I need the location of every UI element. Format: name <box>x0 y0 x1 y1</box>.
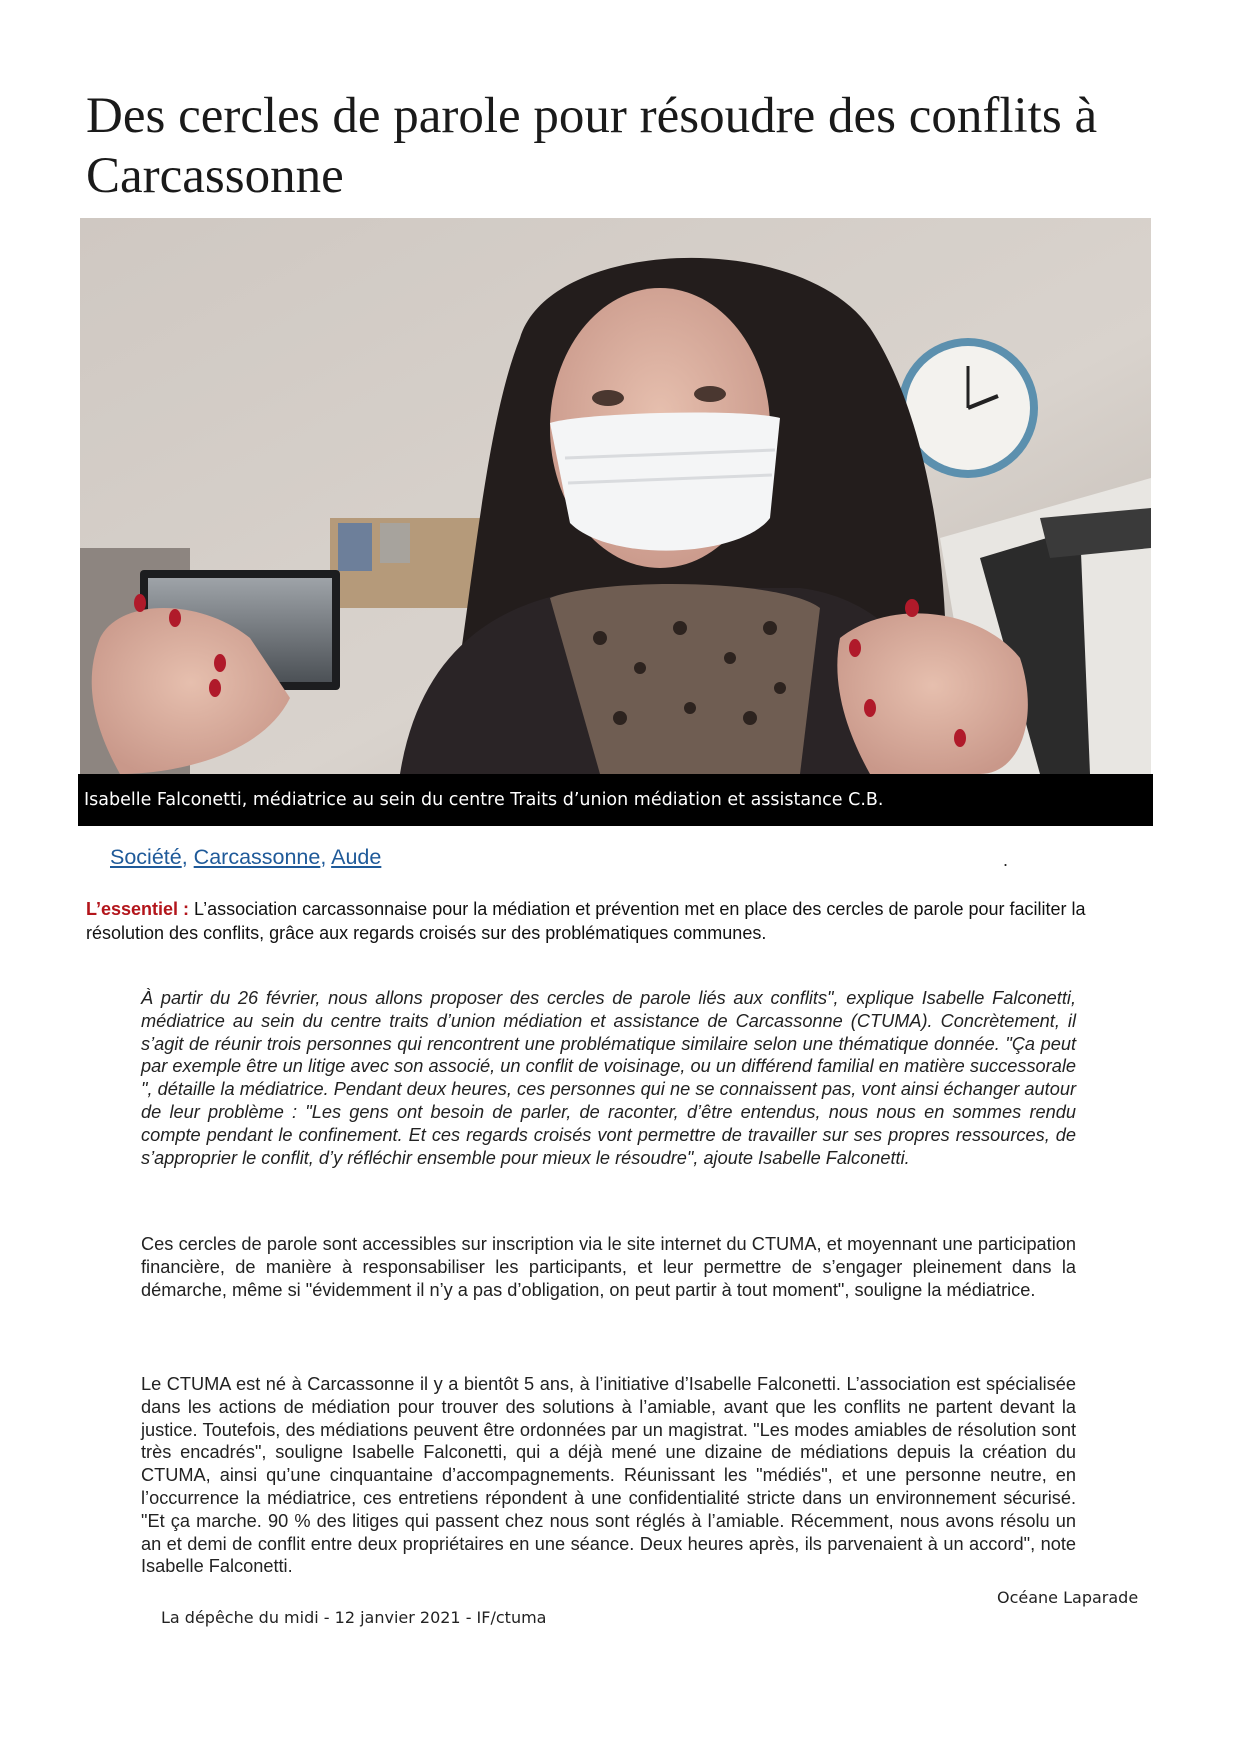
photo-caption: Isabelle Falconetti, médiatrice au sein du centre Traits d’union médiation et assistance C.B. <box>78 774 1153 826</box>
body-paragraph-3: Le CTUMA est né à Carcassonne il y a bientôt 5 ans, à l’initiative d’Isabelle Falconetti. L’association est spécialisée dans les actions de médiation pour trouver des solutions à l’amiable, avant que les conflits ne partent devant la justice. Toutefois, des médiations peuvent être ordonnées par un magistrat. "Les modes amiables de résolution sont très encadrés", souligne Isabelle Falconetti, qui a déjà mené une dizaine de médiations depuis la création du CTUMA, ainsi qu’une cinquantaine d’accompagnements. Réunissant les "médiés", et une personne neutre, en l’occurrence la médiatrice, ces entretiens répondent à une confidentialité stricte dans un environnement sécurisé. "Et ça marche. 90 % des litiges qui passent chez nous sont réglés à l’amiable. Récemment, nous avons résolu un an et demi de conflit entre deux propriétaires en une séance. Deux heures après, ils parvenaient à un accord", note Isabelle Falconetti. <box>141 1374 1076 1577</box>
tags-row <box>110 845 381 870</box>
source-line: La dépêche du midi - 12 janvier 2021 - IF/ctuma <box>161 1608 547 1627</box>
tag-separator: , <box>320 845 332 869</box>
tag-societe[interactable]: Société <box>110 845 182 869</box>
tag-aude[interactable]: Aude <box>331 845 382 869</box>
body-paragraph-1: À partir du 26 février, nous allons proposer des cercles de parole liés aux conflits", explique Isabelle Falconetti, médiatrice au sein du centre traits d’union médiation et assistance de Carcassonne (CTUMA). Concrètement, il s’agit de réunir trois personnes qui rencontrent une problématique similaire selon une thématique donnée. "Ça peut par exemple être un litige avec son associé, un conflit de voisinage, ou un différend familial en matière successorale ", détaille la médiatrice. Pendant deux heures, ces personnes qui ne se connaissent pas, vont ainsi échanger autour de leur problème : "Les gens ont besoin de parler, de raconter, d’être entendus, nous nous en sommes rendu compte pendant le confinement. Et ces regards croisés vont permettre de travailler sur ses propres ressources, de s’approprier le conflit, d’y réfléchir ensemble pour mieux le résoudre", ajoute Isabelle Falconetti. <box>141 988 1076 1168</box>
portrait-photo-icon <box>80 218 1151 774</box>
article-title: Des cercles de parole pour résoudre des conflits à Carcassonne <box>86 88 1098 204</box>
tag-carcassonne[interactable]: Carcassonne <box>193 845 321 869</box>
article-photo <box>80 218 1151 774</box>
essentiel-text: L’association carcassonnaise pour la médiation et prévention met en place des cercles de parole pour faciliter la résolution des conflits, grâce aux regards croisés sur des problématiques communes. <box>86 899 1086 943</box>
body-paragraph-2: Ces cercles de parole sont accessibles sur inscription via le site internet du CTUMA, et moyennant une participation financière, de manière à responsabiliser les participants, et leur permettre de s’engager pleinement dans la démarche, même si "évidemment il n’y a pas d’obligation, on peut partir à tout moment", souligne la médiatrice. <box>141 1234 1076 1300</box>
stray-dot: . <box>1003 850 1009 870</box>
essentiel-summary <box>86 897 1166 945</box>
tag-separator: , <box>181 845 194 869</box>
essentiel-label: L’essentiel : <box>86 899 190 919</box>
author-name: Océane Laparade <box>997 1588 1139 1607</box>
